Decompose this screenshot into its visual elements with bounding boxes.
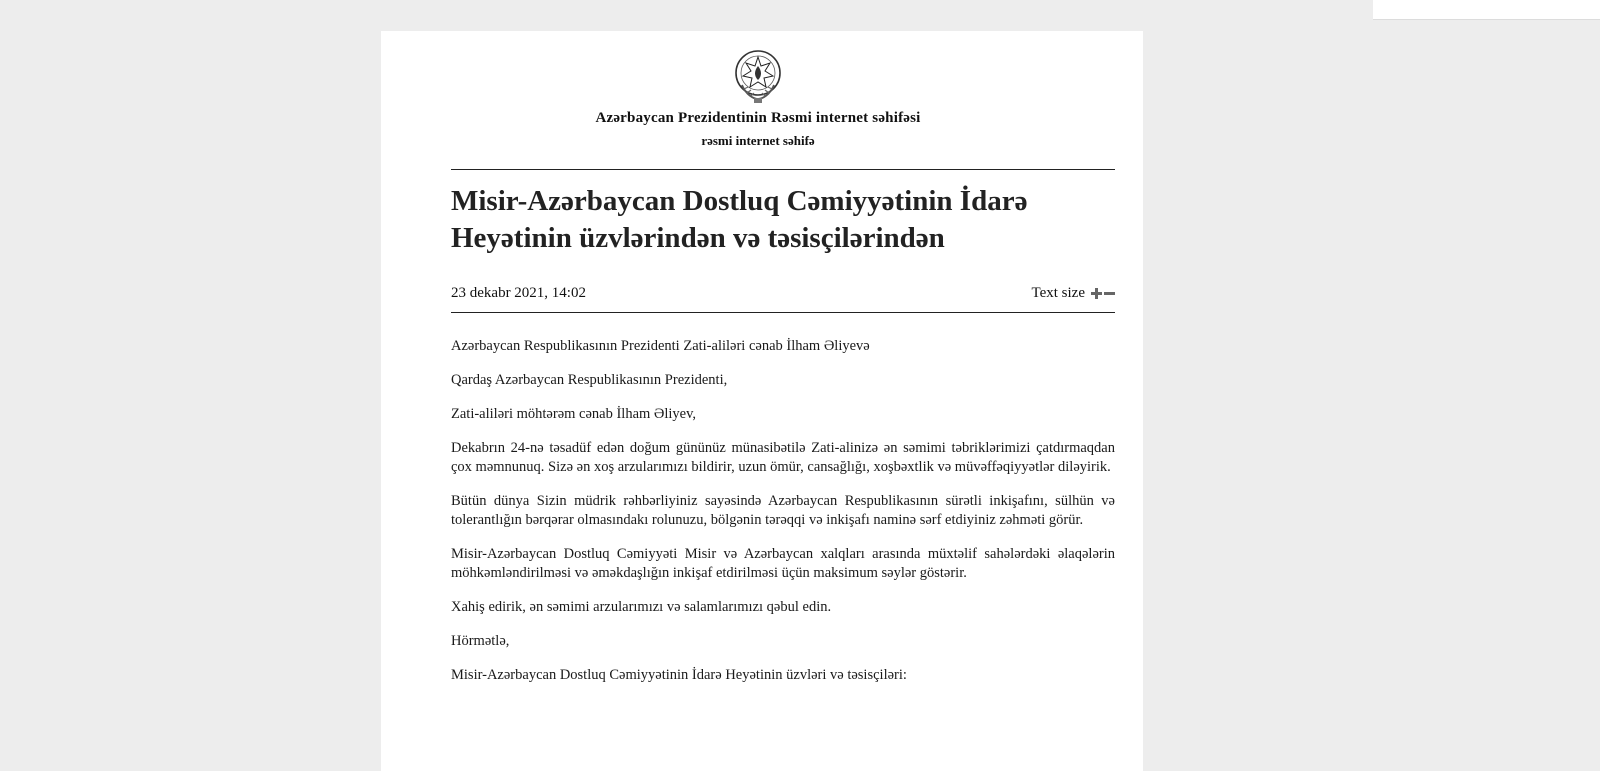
paragraph-society: Misir-Azərbaycan Dostluq Cəmiyyəti Misir və Azərbaycan xalqları arasında müxtəlif sahələrdəki əlaqələrin möhkəmləndirilməsi və əməkdaşlığın inkişaf etdirilməsi üçün maksimum səylər göstərir. [451,546,1115,581]
top-right-panel [1373,0,1600,20]
paragraph-regards: Hörmətlə, [451,633,510,649]
paragraph-request: Xahiş edirik, ən səmimi arzularımızı və salamlarımızı qəbul edin. [451,599,832,615]
paragraph-congratulations: Dekabrın 24-nə təsadüf edən doğum gününüz münasibətilə Zati-alinizə ən səmimi təbriklərimizi çatdırmaqdan çox məmnunuq. Sizə ən xoş arzularımızı bildirir, uzun ömür, cansağlığı, xoşbəxtlik və müvəffəqiyyətlər diləyirik. [451,440,1115,475]
article-meta [451,285,1115,305]
text-size-label: Text size [1031,285,1085,301]
article-headline: Misir-Azərbaycan Dostluq Cəmiyyətinin İdarə Heyətinin üzvlərindən və təsisçilərindən [451,185,1028,254]
header-divider [451,169,1115,170]
site-subtitle: rəsmi internet səhifə [701,133,815,148]
site-title: Azərbaycan Prezidentinin Rəsmi internet səhifəsi [595,110,921,126]
article-body [451,337,1115,700]
decrease-text-size-icon[interactable] [1104,288,1115,299]
print-page [381,31,1143,771]
paragraph-signatories: Misir-Azərbaycan Dostluq Cəmiyyətinin İdarə Heyətinin üzvləri və təsisçiləri: [451,667,907,683]
paragraph-leadership: Bütün dünya Sizin müdrik rəhbərliyiniz sayəsində Azərbaycan Respublikasının sürətli inkişafını, sülhün və tolerantlığın bərqərar olmasındakı rolunuzu, bölgənin tərəqqi və inkişafı naminə sərf etdiyiniz zəhməti görür. [451,493,1115,528]
paragraph-salutation-1: Qardaş Azərbaycan Respublikasının Prezidenti, [451,372,728,388]
paragraph-salutation-2: Zati-aliləri möhtərəm cənab İlham Əliyev, [451,406,697,422]
paragraph-addressee: Azərbaycan Respublikasının Prezidenti Zati-aliləri cənab İlham Əliyevə [451,338,870,354]
increase-text-size-icon[interactable] [1091,288,1102,299]
text-size-control [1031,285,1115,302]
azerbaijan-emblem-icon [734,49,782,105]
meta-divider [451,312,1115,313]
article-date: 23 dekabr 2021, 14:02 [451,285,586,301]
